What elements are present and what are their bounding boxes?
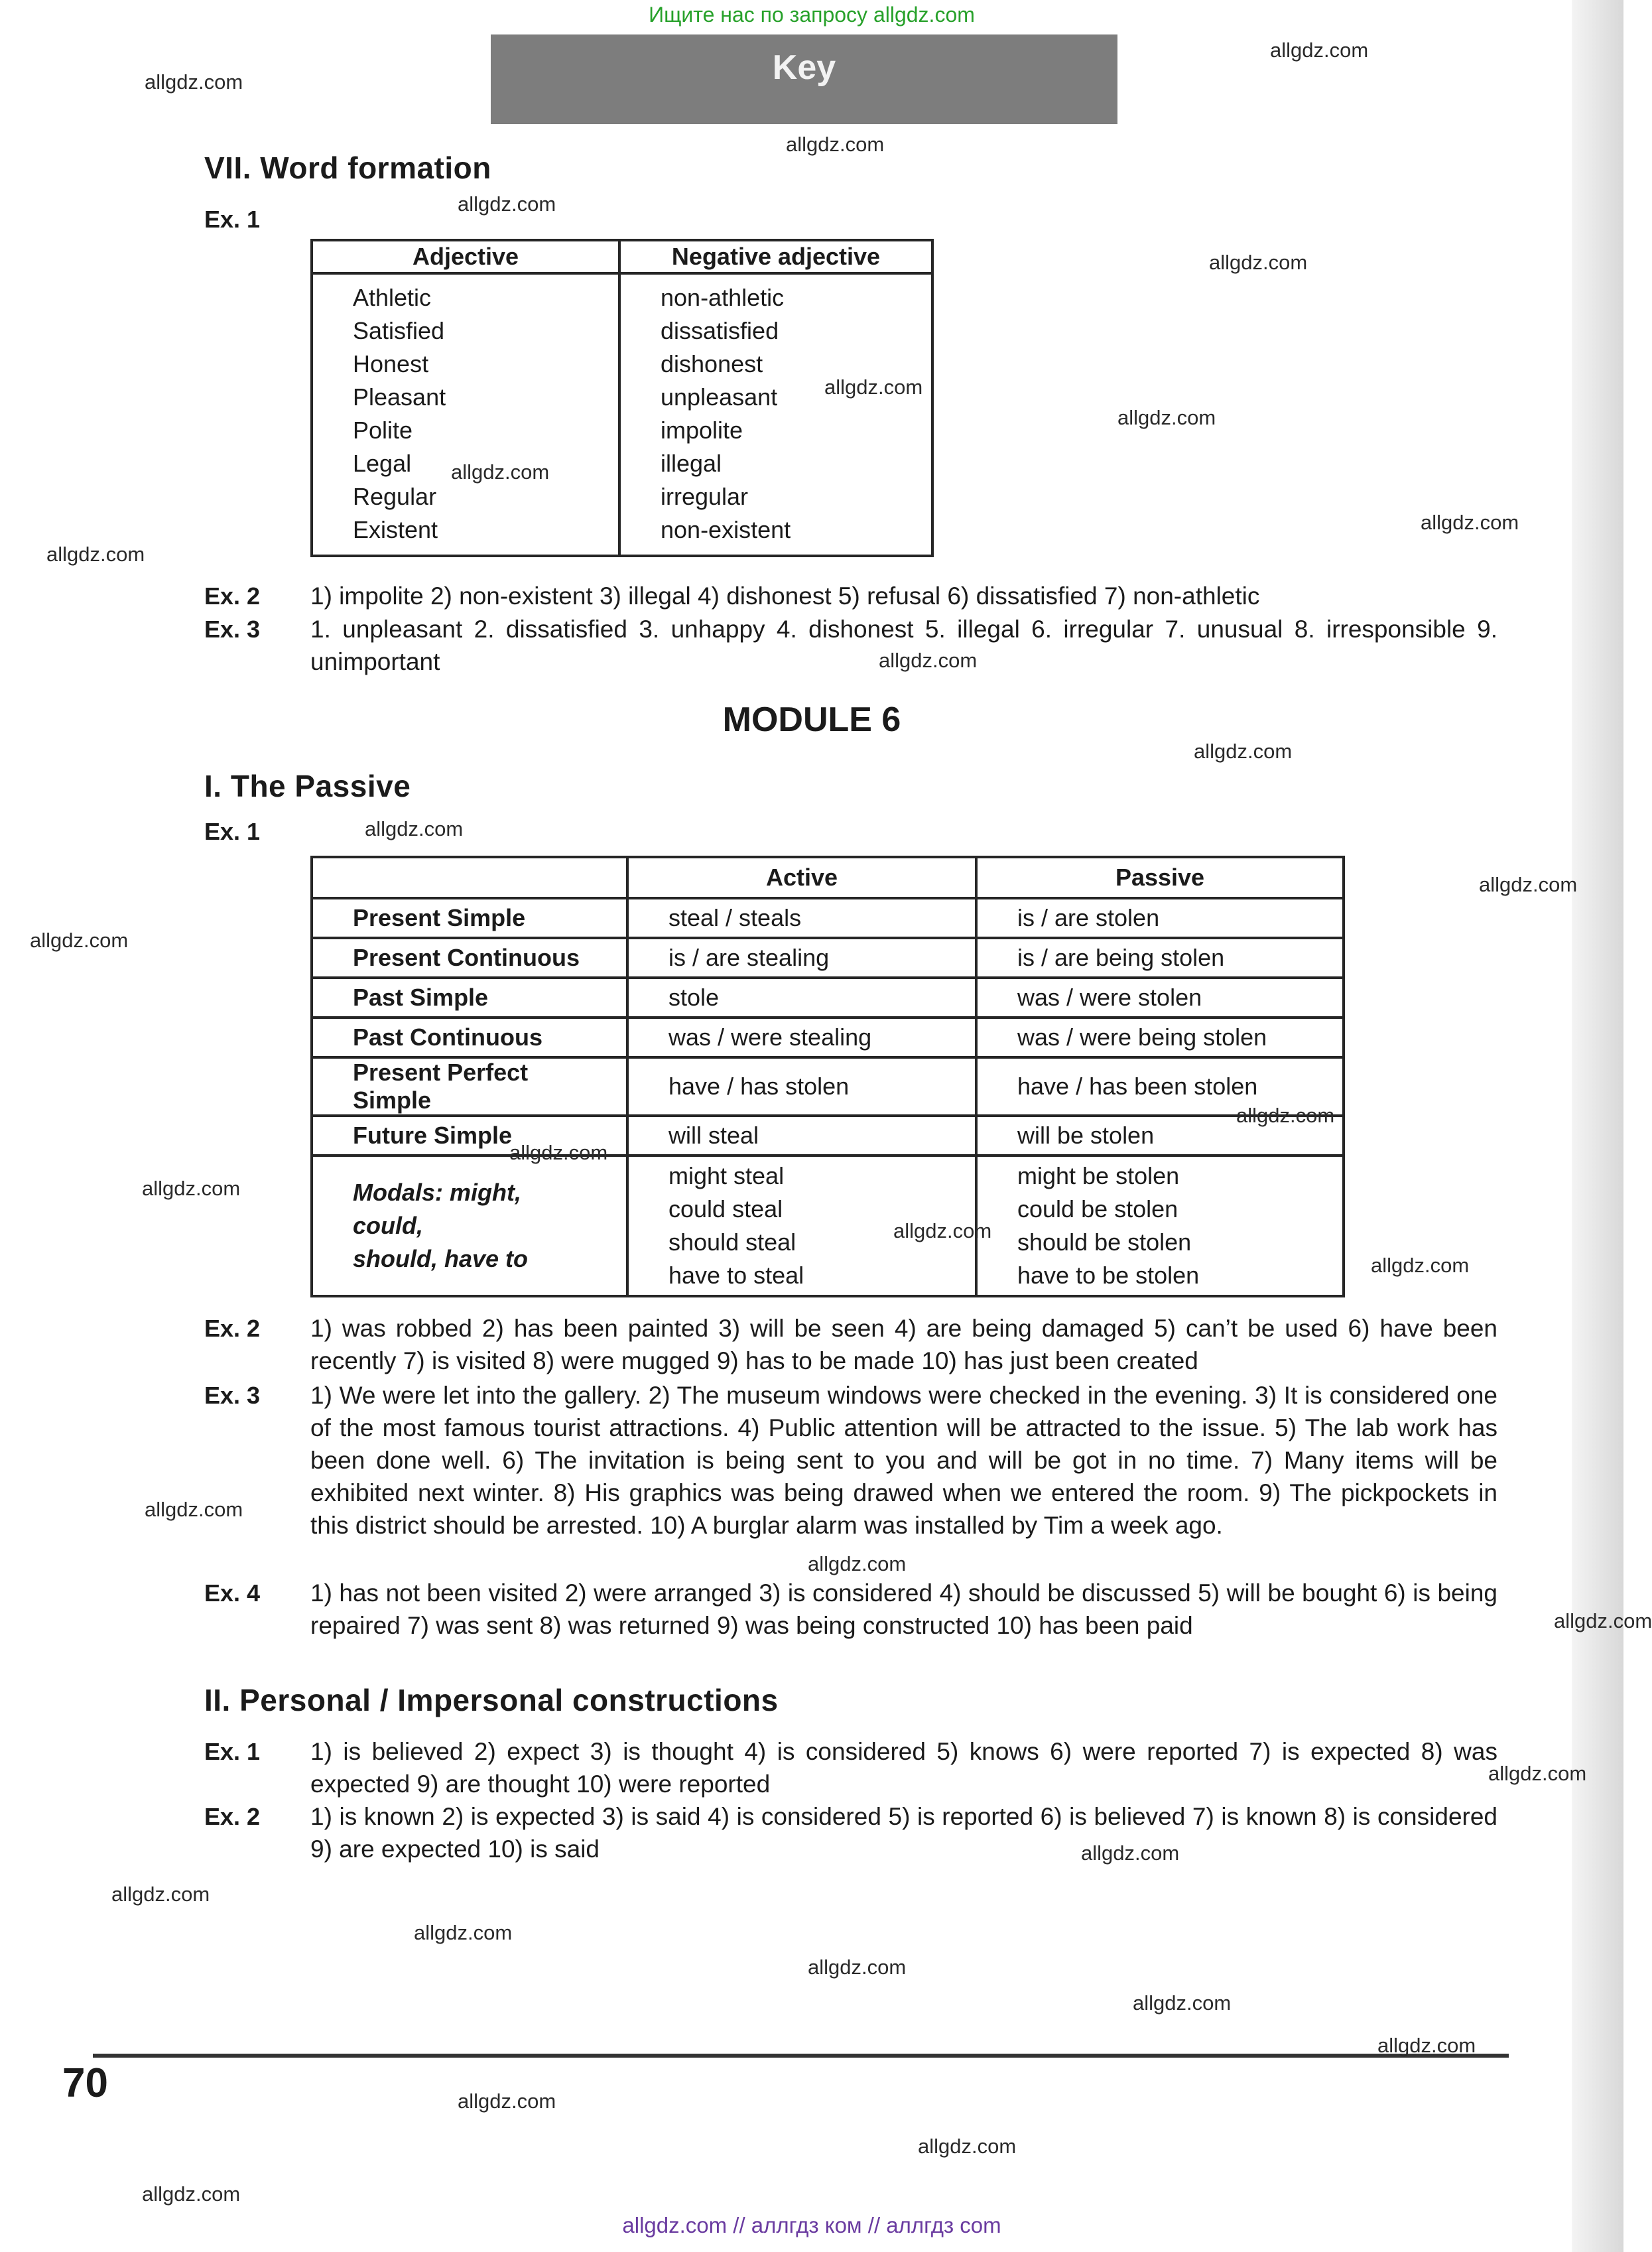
page-number: 70 — [62, 2060, 108, 2106]
negative-adjective-item: irregular — [661, 483, 749, 510]
tense-cell: Future Simple — [312, 1116, 627, 1156]
watermark[interactable]: allgdz.com — [808, 1955, 907, 1979]
bottom-banner[interactable]: allgdz.com // аллгдз ком // аллгдз com — [622, 2213, 1001, 2237]
negative-adjective-item: non-athletic — [661, 284, 785, 311]
watermark[interactable]: allgdz.com — [451, 460, 550, 484]
table-row — [312, 978, 1344, 1018]
watermark[interactable]: allgdz.com — [458, 2089, 556, 2113]
page-edge-shadow — [1572, 0, 1623, 2252]
watermark[interactable]: allgdz.com — [458, 192, 556, 216]
key-header — [491, 34, 1117, 124]
adjective-item: Polite — [353, 417, 413, 444]
module-title: MODULE 6 — [722, 700, 901, 739]
word-formation-ex2-text: 1) impolite 2) non-existent 3) illegal 4) dishonest 5) refusal 6) dissatisfied 7) non-athletic — [310, 582, 1260, 610]
adjective-item: Pleasant — [353, 383, 446, 411]
adjective-item: Athletic — [353, 284, 432, 311]
table-row — [312, 1018, 1344, 1057]
watermark[interactable]: allgdz.com — [1270, 38, 1369, 62]
modal-active-item: should steal — [668, 1228, 796, 1256]
watermark[interactable]: allgdz.com — [1377, 2034, 1476, 2057]
watermark[interactable]: allgdz.com — [1488, 1762, 1587, 1785]
watermark[interactable]: allgdz.com — [879, 649, 978, 672]
tense-cell: Present Simple — [312, 898, 627, 938]
personal-ex2-label: Ex. 2 — [204, 1803, 261, 1830]
passive-ex3-label: Ex. 3 — [204, 1382, 261, 1409]
adjective-header: Adjective — [312, 240, 619, 273]
tense-cell: Present Continuous — [312, 938, 627, 978]
personal-ex1-text: 1) is believed 2) expect 3) is thought 4) is considered 5) knows 6) were reported 7) is expected 8) was expected 9) are thought 10) were reported — [310, 1738, 1497, 1798]
negative-adjective-item: dissatisfied — [661, 317, 779, 344]
modal-passive-item: might be stolen — [1017, 1162, 1180, 1189]
adjective-column — [312, 273, 619, 556]
table-row — [312, 938, 1344, 978]
active-cell: steal / steals — [627, 898, 976, 938]
adjective-item: Honest — [353, 350, 429, 377]
negative-adjective-item: dishonest — [661, 350, 763, 377]
top-banner[interactable]: Ищите нас по запросу allgdz.com — [649, 3, 975, 27]
active-cell: stole — [627, 978, 976, 1018]
passive-cell: have / has been stolen — [976, 1057, 1344, 1116]
passive-ex4-text: 1) has not been visited 2) were arranged 3) is considered 4) should be discussed 5) will be bought 6) is being repaired 7) was sent 8) was returned 9) was being constructed 10) has been paid — [310, 1579, 1497, 1639]
watermark[interactable]: allgdz.com — [1236, 1104, 1335, 1127]
passive-ex2-text: 1) was robbed 2) has been painted 3) will be seen 4) are being damaged 5) can’t be used 6) have been recently 7) is visited 8) were mugged 9) has to be made 10) has just been created — [310, 1315, 1497, 1374]
adjective-item: Legal — [353, 450, 412, 477]
negative-adjective-column — [619, 273, 932, 556]
watermark[interactable]: allgdz.com — [918, 2135, 1017, 2158]
negative-adjective-header: Negative adjective — [619, 240, 932, 273]
active-cell: have / has stolen — [627, 1057, 976, 1116]
watermark[interactable]: allgdz.com — [365, 817, 464, 840]
personal-title: II. Personal / Impersonal constructions — [204, 1683, 779, 1717]
negative-adjective-item: illegal — [661, 450, 722, 477]
tense-cell: Present Perfect Simple — [312, 1057, 627, 1116]
personal-ex2-text: 1) is known 2) is expected 3) is said 4) is considered 5) is reported 6) is believed 7) is known 8) is considered 9) are expected 10) is said — [310, 1803, 1497, 1863]
active-cell: is / are stealing — [627, 938, 976, 978]
passive-ex1-label: Ex. 1 — [204, 818, 261, 845]
modals-line-1: Modals: might, could, — [353, 1179, 521, 1239]
modal-active-item: could steal — [668, 1195, 783, 1223]
word-formation-ex1-label: Ex. 1 — [204, 206, 261, 233]
modal-passive-item: have to be stolen — [1017, 1262, 1200, 1289]
modal-active-item: have to steal — [668, 1262, 804, 1289]
watermark[interactable]: allgdz.com — [1421, 511, 1519, 534]
modals-passive-cell — [976, 1156, 1344, 1296]
table-row — [312, 1116, 1344, 1156]
watermark[interactable]: allgdz.com — [1479, 873, 1578, 896]
modals-cell — [312, 1156, 627, 1296]
watermark[interactable]: allgdz.com — [30, 929, 129, 952]
passive-cell: is / are stolen — [976, 898, 1344, 938]
watermark[interactable]: allgdz.com — [1194, 740, 1293, 763]
watermark[interactable]: allgdz.com — [1133, 1991, 1232, 2015]
passive-cell: will be stolen — [976, 1116, 1344, 1156]
watermark[interactable]: allgdz.com — [142, 1177, 241, 1200]
active-header: Active — [627, 857, 976, 898]
table-row — [312, 898, 1344, 938]
modal-passive-item: could be stolen — [1017, 1195, 1178, 1223]
word-formation-ex2-label: Ex. 2 — [204, 582, 261, 610]
table-row-modals — [312, 1156, 1344, 1296]
passive-table — [310, 856, 1345, 1297]
watermark[interactable]: allgdz.com — [111, 1883, 210, 1906]
watermark[interactable]: allgdz.com — [786, 133, 885, 156]
watermark[interactable]: allgdz.com — [1371, 1254, 1470, 1277]
watermark[interactable]: allgdz.com — [1081, 1841, 1180, 1865]
word-formation-ex3-label: Ex. 3 — [204, 616, 261, 643]
passive-cell: was / were being stolen — [976, 1018, 1344, 1057]
modal-passive-item: should be stolen — [1017, 1228, 1192, 1256]
passive-cell: was / were stolen — [976, 978, 1344, 1018]
watermark[interactable]: allgdz.com — [1554, 1609, 1652, 1632]
modal-active-item: might steal — [668, 1162, 785, 1189]
passive-ex2-label: Ex. 2 — [204, 1315, 261, 1342]
passive-header: Passive — [976, 857, 1344, 898]
negative-adjective-item: impolite — [661, 417, 743, 444]
watermark[interactable]: allgdz.com — [145, 1498, 243, 1521]
modals-line-2: should, have to — [353, 1245, 529, 1272]
word-formation-ex3-text: 1. unpleasant 2. dissatisfied 3. unhappy 4. dishonest 5. illegal 6. irregular 7. unusual 8. irresponsible 9. unimportant — [310, 616, 1497, 675]
active-cell: was / were stealing — [627, 1018, 976, 1057]
adjective-item: Regular — [353, 483, 437, 510]
tense-cell: Past Simple — [312, 978, 627, 1018]
passive-ex3-text: 1) We were let into the gallery. 2) The museum windows were checked in the evening. 3) It is considered one of the most famous tourist attractions. 4) Public attention will be attracted to the issue. 5) The lab work has been done well. 6) The invitation is being sent to you and will be got in no time. 7) Many items will be exhibited next winter. 8) His graphics was being drawed when we entered the room. 9) The pickpockets in this district should be arrested. 10) A burglar alarm was installed by Tim a week ago. — [310, 1382, 1497, 1539]
watermark[interactable]: allgdz.com — [145, 70, 243, 94]
watermark[interactable]: allgdz.com — [893, 1219, 992, 1242]
watermark[interactable]: allgdz.com — [824, 375, 923, 399]
watermark[interactable]: allgdz.com — [142, 2182, 241, 2206]
watermark[interactable]: allgdz.com — [1209, 251, 1308, 274]
word-formation-title: VII. Word formation — [204, 151, 491, 185]
table-row — [312, 1057, 1344, 1116]
negative-adjective-item: non-existent — [661, 516, 791, 543]
personal-ex1-label: Ex. 1 — [204, 1738, 261, 1765]
tense-header — [312, 857, 627, 898]
passive-ex4-label: Ex. 4 — [204, 1579, 261, 1607]
key-header-label: Key — [772, 48, 836, 87]
adjective-item: Satisfied — [353, 317, 445, 344]
active-cell: will steal — [627, 1116, 976, 1156]
passive-title: I. The Passive — [204, 769, 411, 803]
negative-adjective-item: unpleasant — [661, 383, 778, 411]
watermark[interactable]: allgdz.com — [808, 1552, 907, 1575]
passive-cell: is / are being stolen — [976, 938, 1344, 978]
tense-cell: Past Continuous — [312, 1018, 627, 1057]
adjective-item: Existent — [353, 516, 438, 543]
watermark[interactable]: allgdz.com — [509, 1141, 608, 1164]
footer-rule — [93, 2054, 1509, 2058]
watermark[interactable]: allgdz.com — [1117, 406, 1216, 429]
watermark[interactable]: allgdz.com — [414, 1921, 513, 1944]
watermark[interactable]: allgdz.com — [46, 543, 145, 566]
